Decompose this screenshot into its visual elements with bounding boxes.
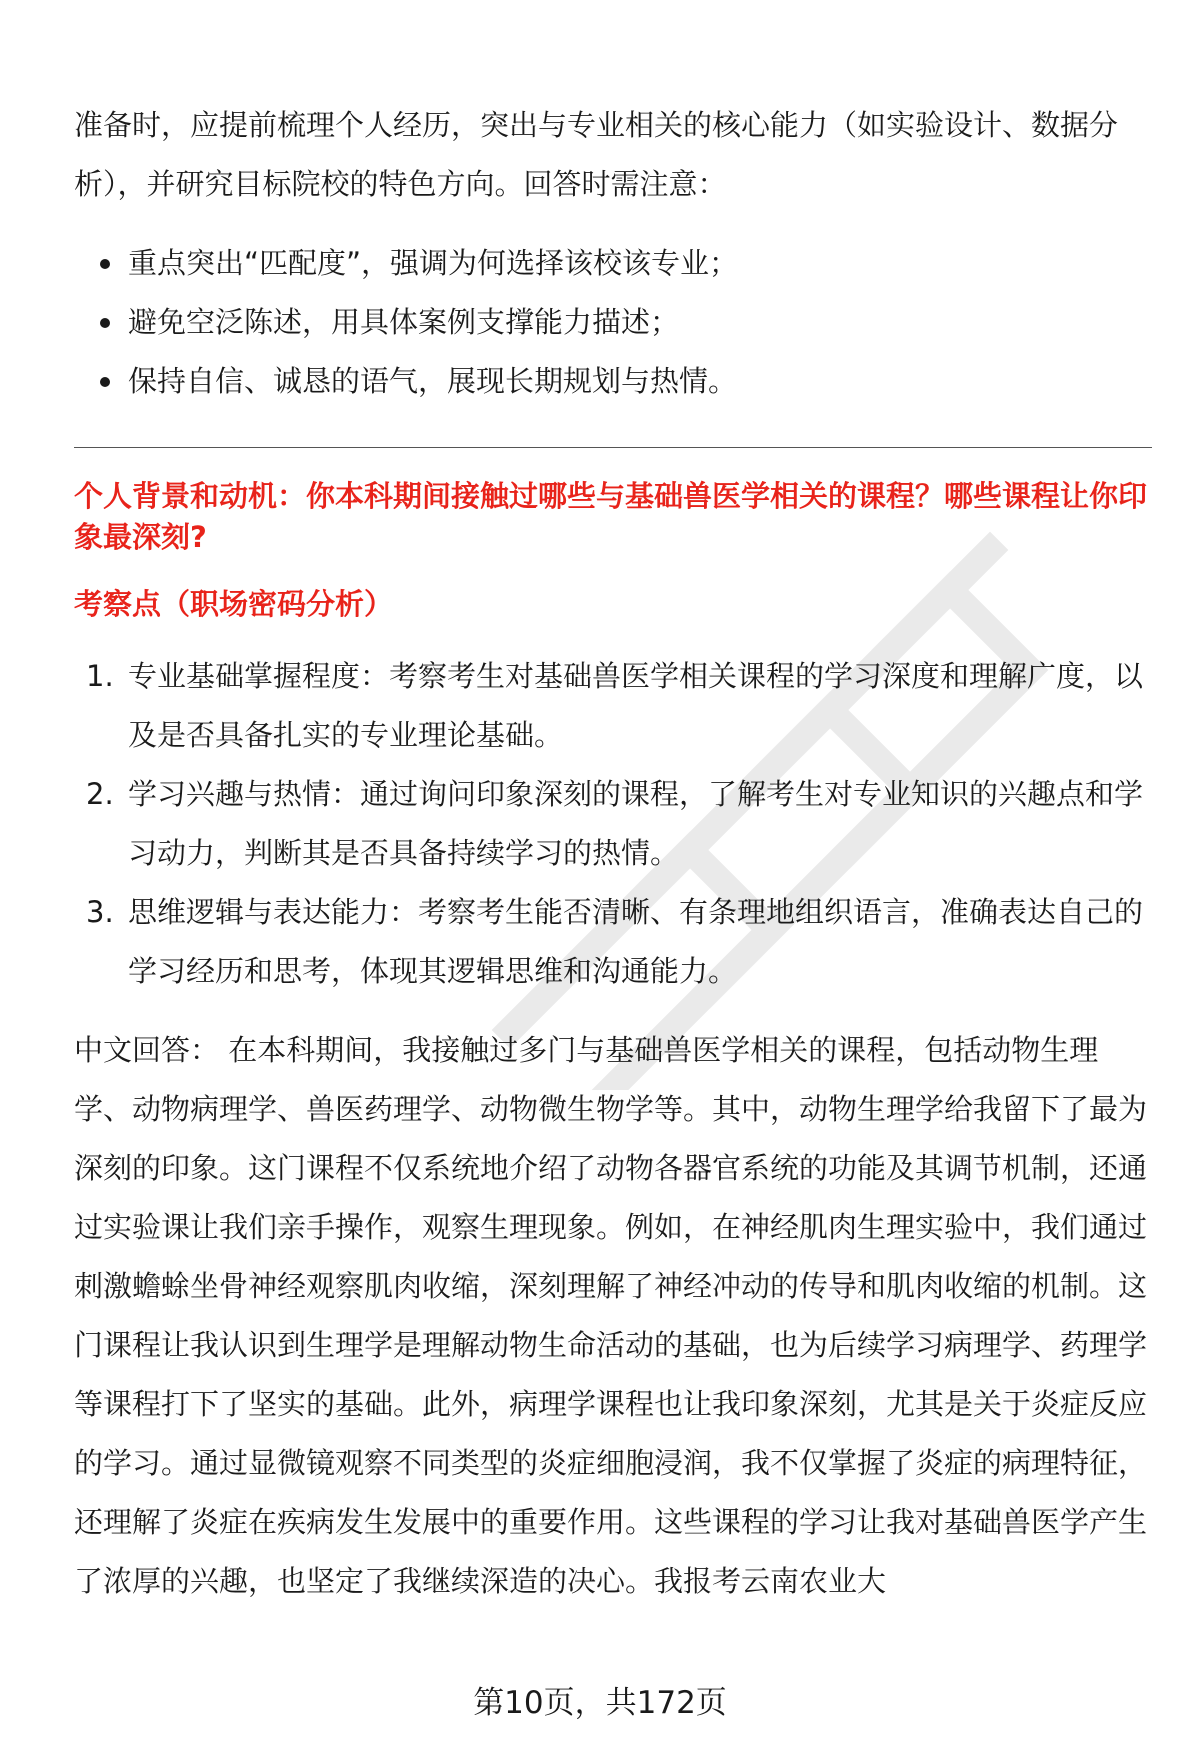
main-content (74, 96, 1152, 1611)
question-heading: 个人背景和动机：你本科期间接触过哪些与基础兽医学相关的课程？哪些课程让你印象最深刻? (74, 479, 1148, 554)
list-item: 3. 思维逻辑与表达能力：考察考生能否清晰、有条理地组织语言，准确表达自己的学习经历和思考，体现其逻辑思维和沟通能力。 (86, 895, 1144, 988)
page-number: 第10页，共172页 (473, 1685, 727, 1721)
analysis-heading: 考察点（职场密码分析） (74, 587, 394, 621)
list-item: 2. 学习兴趣与热情：通过询问印象深刻的课程，了解考生对专业知识的兴趣点和学习动力，判断其是否具备持续学习的热情。 (86, 777, 1144, 870)
list-item: 1. 专业基础掌握程度：考察考生对基础兽医学相关课程的学习深度和理解广度，以及是否具备扎实的专业理论基础。 (86, 659, 1144, 752)
list-item: 保持自信、诚恳的语气，展现长期规划与热情。 (74, 352, 1152, 411)
list-item: 重点突出“匹配度”，强调为何选择该校该专业； (74, 234, 1152, 293)
bullet-icon (100, 377, 110, 387)
list-item: 避免空泛陈述，用具体案例支撑能力描述； (74, 293, 1152, 352)
intro-paragraph: 准备时，应提前梳理个人经历，突出与专业相关的核心能力（如实验设计、数据分析），并研究目标院校的特色方向。回答时需注意： (74, 108, 1119, 201)
bullet-icon (100, 318, 110, 328)
tips-list (74, 234, 1152, 411)
bullet-icon (100, 259, 110, 269)
analysis-list (74, 647, 1152, 1001)
section-divider (74, 447, 1152, 448)
answer-paragraph: 中文回答： 在本科期间，我接触过多门与基础兽医学相关的课程，包括动物生理学、动物病理学、兽医药理学、动物微生物学等。其中，动物生理学给我留下了最为深刻的印象。这门课程不仅系统地介绍了动物各器官系统的功能及其调节机制，还通过实验课让我们亲手操作，观察生理现象。例如，在神经肌肉生理实验中，我们通过刺激蟾蜍坐骨神经观察肌肉收缩，深刻理解了神经冲动的传导和肌肉收缩的机制。这门课程让我认识到生理学是理解动物生命活动的基础，也为后续学习病理学、药理学等课程打下了坚实的基础。此外，病理学课程也让我印象深刻，尤其是关于炎症反应的学习。通过显微镜观察不同类型的炎症细胞浸润，我不仅掌握了炎症的病理特征，还理解了炎症在疾病发生发展中的重要作用。这些课程的学习让我对基础兽医学产生了浓厚的兴趣，也坚定了我继续深造的决心。我报考云南农业大 (74, 1033, 1148, 1598)
